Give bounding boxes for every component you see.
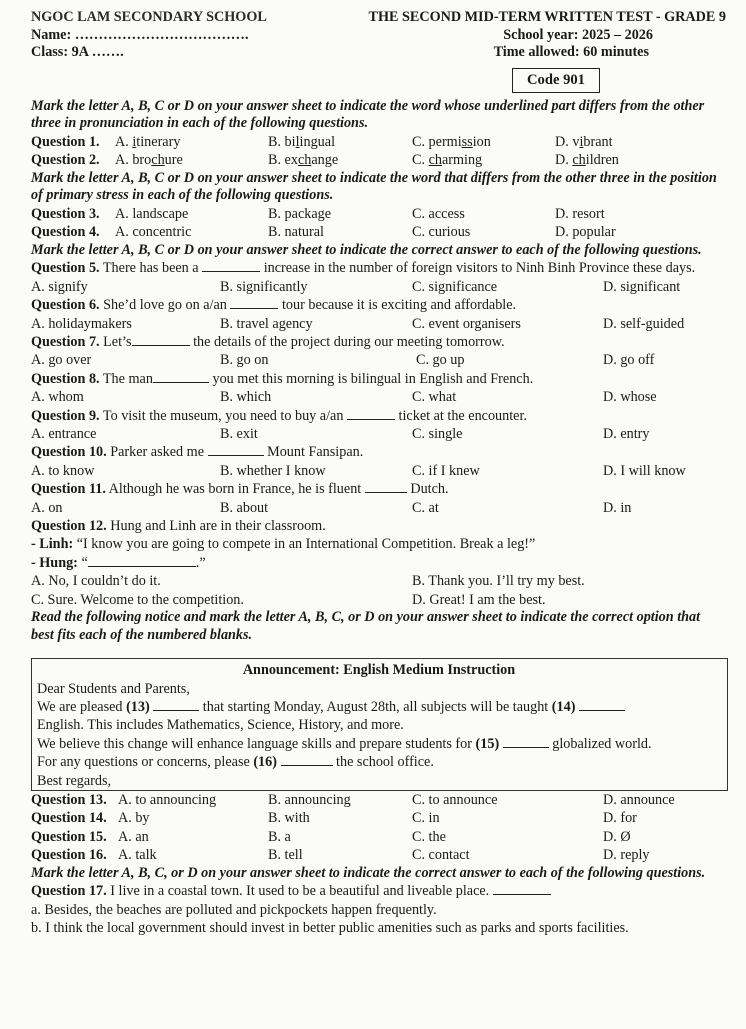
question-9-options [31,425,726,443]
option-d: D. children [555,152,619,169]
option-b: B. about [220,499,269,516]
question-10-stem: Question 10. Parker asked me Mount Fansipan. [31,444,364,461]
option-c: C. significance [412,278,498,295]
time-allowed: Time allowed: 60 minutes [493,44,649,61]
option-d: D. significant [603,278,681,295]
option-c: C. Sure. Welcome to the competition. [31,591,244,608]
option-c: C. in [412,810,440,827]
option-b: B. exit [220,425,258,442]
option-b: B. natural [268,224,324,241]
section-grammar-instruction: Mark the letter A, B, C or D on your answer sheet to indicate the correct answer to each of the following questions. [31,241,702,258]
option-c: C. the [412,828,446,845]
option-a: A. brochure [115,152,183,169]
option-b: B. Thank you. I’ll try my best. [412,573,585,590]
option-a: A. on [31,499,63,516]
question-11-stem: Question 11. Although he was born in France, he is fluent Dutch. [31,481,449,498]
question-1 [31,133,726,151]
question-17-line-b: b. I think the local government should invest in better public amenities such as parks and sports facilities. [31,919,629,936]
question-5-stem: Question 5. There has been a increase in the number of foreign visitors to Ninh Binh Province these days. [31,260,696,277]
option-d: D. in [603,499,632,516]
option-b: B. with [268,810,310,827]
option-d: D. announce [603,791,675,808]
question-17-stem: Question 17. I live in a coastal town. It used to be a beautiful and liveable place. [31,882,726,900]
option-d: D. for [603,810,637,827]
question-number: Question 16. [31,847,107,864]
announcement-closing: Best regards, [37,772,112,789]
announcement-paragraph-2: We believe this change will enhance language skills and prepare students for (15) globalized world. [37,735,652,752]
question-5-options [31,278,726,296]
question-8-options [31,388,726,406]
question-8-stem: Question 8. The man you met this morning is bilingual in English and French. [31,370,534,387]
option-d: D. entry [603,425,650,442]
question-6-stem: Question 6. She’d love go on a/an tour because it is exciting and affordable. [31,297,517,314]
option-a: A. by [118,810,150,827]
question-13 [31,791,726,809]
question-14 [31,809,726,827]
option-c: C. if I knew [412,462,480,479]
option-d: D. resort [555,205,605,222]
option-b: B. bilingual [268,133,336,150]
section-pronunciation-instruction: Mark the letter A, B, C or D on your answer sheet to indicate the word whose underlined part differs from the other three in pronunciation in each of the following questions. [31,97,705,132]
question-number: Question 15. [31,828,107,845]
question-number: Question 2. [31,152,100,169]
option-a: A. entrance [31,425,97,442]
test-page [31,9,726,937]
question-12-options-row2 [31,591,726,609]
question-number: Question 13. [31,791,107,808]
option-d: D. self-guided [603,315,685,332]
header-row-3 [31,44,726,62]
option-c: C. to announce [412,791,498,808]
option-d: D. reply [603,847,650,864]
question-number: Question 1. [31,133,100,150]
announcement-title: Announcement: English Medium Instruction [242,662,516,679]
announcement-box [31,658,728,791]
option-c: C. curious [412,224,471,241]
school-year: School year: 2025 – 2026 [503,26,653,43]
option-c: C. event organisers [412,315,521,332]
student-name-field: Name: ………………………………. [31,26,249,43]
option-c: C. go up [416,352,465,369]
question-12-linh-line: - Linh: “I know you are going to compete in an International Competition. Break a leg!” [31,536,536,553]
option-b: B. tell [268,847,303,864]
test-code-box: Code 901 [512,68,600,93]
option-d: D. I will know [603,462,686,479]
option-c: C. what [412,389,457,406]
option-c: C. contact [412,847,470,864]
option-b: B. significantly [220,278,308,295]
question-number: Question 4. [31,224,100,241]
option-c: C. permission [412,133,491,150]
class-field: Class: 9A ……. [31,44,124,61]
option-a: A. to know [31,462,95,479]
option-d: D. Great! I am the best. [412,591,546,608]
option-a: A. itinerary [115,133,181,150]
question-15 [31,828,726,846]
question-12-options-row1 [31,572,726,590]
option-a: A. signify [31,278,88,295]
option-d: D. go off [603,352,655,369]
question-6-options [31,315,726,333]
question-11-options [31,499,726,517]
question-17-line-a: a. Besides, the beaches are polluted and pickpockets happen frequently. [31,901,437,918]
header-row-1 [31,9,726,27]
option-a: A. whom [31,389,84,406]
option-b: B. announcing [268,791,351,808]
option-b: B. whether I know [220,462,326,479]
question-7-options [31,351,726,369]
option-a: A. concentric [115,224,192,241]
test-title: THE SECOND MID-TERM WRITTEN TEST - GRADE 9 [368,9,726,25]
option-b: B. exchange [268,152,339,169]
option-b: B. package [268,205,332,222]
option-c: C. access [412,205,465,222]
option-d: D. popular [555,224,616,241]
question-2 [31,151,726,169]
option-a: A. No, I couldn’t do it. [31,573,161,590]
question-9-stem: Question 9. To visit the museum, you need to buy a/an ticket at the encounter. [31,407,527,424]
announcement-paragraph-1: We are pleased (13) that starting Monday, August 28th, all subjects will be taught (14) [37,698,721,716]
header-row-2 [31,27,726,45]
option-a: A. to announcing [118,791,217,808]
option-d: D. Ø [603,828,631,845]
option-b: B. which [220,389,272,406]
question-number: Question 3. [31,205,100,222]
question-number: Question 14. [31,810,107,827]
option-a: A. landscape [115,205,189,222]
question-16 [31,846,726,864]
question-12-stem: Question 12. Hung and Linh are in their classroom. [31,517,326,534]
question-4 [31,223,726,241]
school-name: NGOC LAM SECONDARY SCHOOL [31,9,267,25]
option-a: A. holidaymakers [31,315,132,332]
option-d: D. whose [603,389,657,406]
option-a: A. go over [31,352,92,369]
question-10-options [31,462,726,480]
option-d: D. vibrant [555,133,613,150]
option-b: B. go on [220,352,269,369]
question-12-hung-line: - Hung: “ .” [31,554,206,571]
option-c: C. charming [412,152,483,169]
announcement-paragraph-3: For any questions or concerns, please (16) the school office. [37,754,434,771]
option-a: A. talk [118,847,157,864]
announcement-paragraph-1-cont: English. This includes Mathematics, Science, History, and more. [37,717,404,734]
option-b: B. a [268,828,291,845]
option-c: C. single [412,425,463,442]
question-7-stem: Question 7. Let’s the details of the project during our meeting tomorrow. [31,333,505,350]
section-ordering-instruction: Mark the letter A, B, C, or D on your answer sheet to indicate the correct answer to each of the following questions. [31,864,706,881]
section-notice-instruction: Read the following notice and mark the letter A, B, C, or D on your answer sheet to indicate the correct option that best fits each of the numbered blanks. [31,608,701,643]
section-stress-instruction: Mark the letter A, B, C or D on your answer sheet to indicate the word that differs from the other three in the position of primary stress in each of the following questions. [31,169,717,204]
option-a: A. an [118,828,149,845]
question-3 [31,205,726,223]
option-c: C. at [412,499,439,516]
announcement-greeting: Dear Students and Parents, [37,680,190,697]
option-b: B. travel agency [220,315,313,332]
